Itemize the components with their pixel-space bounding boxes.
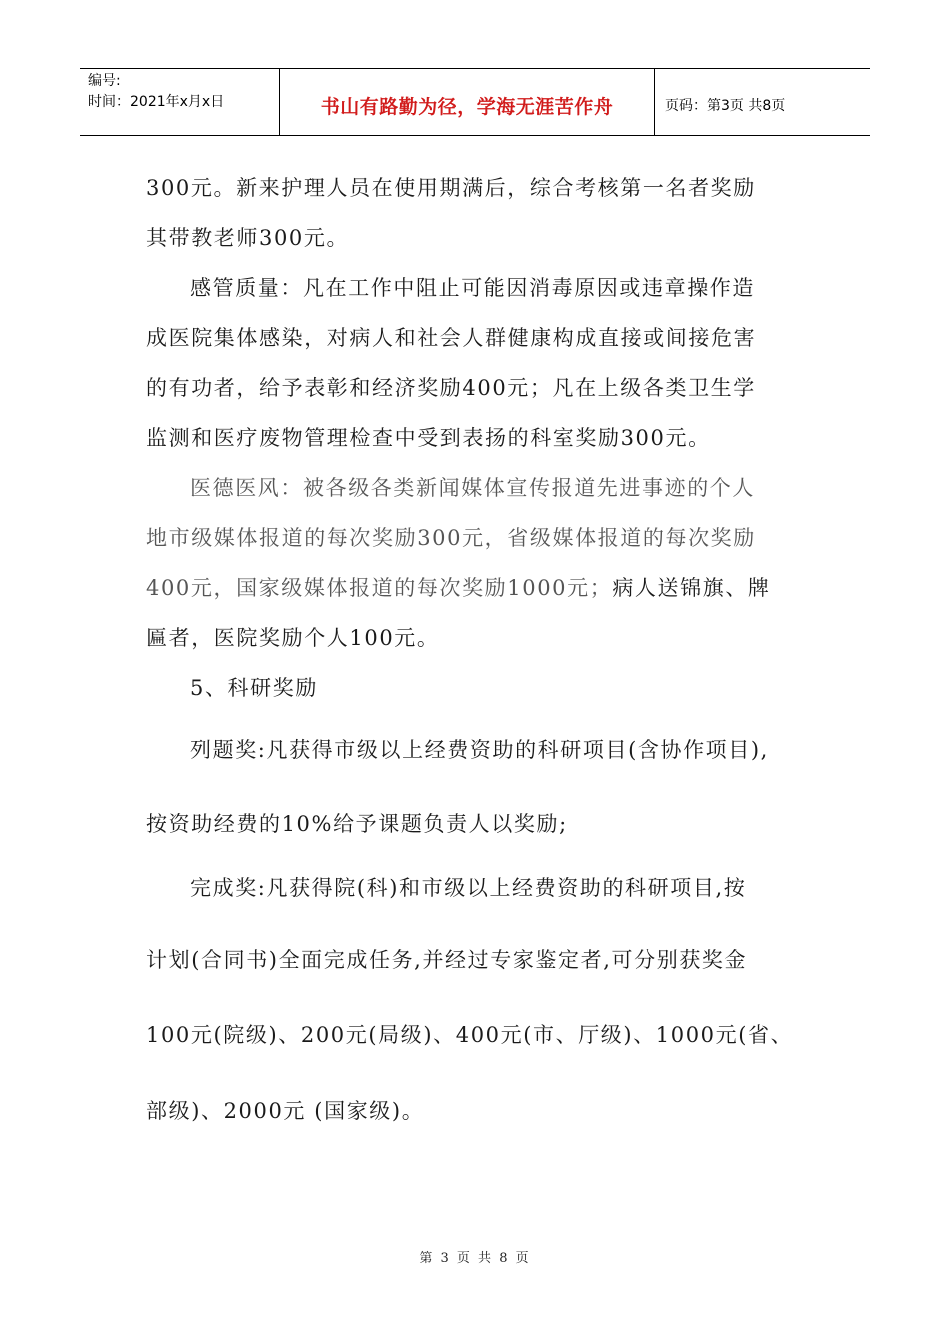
body-line: 成医院集体感染，对病人和社会人群健康构成直接或间接危害 <box>146 326 757 350</box>
body-line: 感管质量：凡在工作中阻止可能因消毒原因或违章操作造 <box>190 276 755 300</box>
header-meta <box>80 69 280 135</box>
body-line: 完成奖:凡获得院(科)和市级以上经费资助的科研项目,按 <box>190 876 747 900</box>
body-line: 100元(院级)、200元(局级)、400元(市、厅级)、1000元(省、 <box>146 1023 794 1047</box>
section-heading: 5、科研奖励 <box>190 676 318 700</box>
body-line: 的有功者，给予表彰和经济奖励400元；凡在上级各类卫生学 <box>146 376 756 400</box>
document-number-label: 编号: <box>88 73 121 89</box>
header-page-info: 页码：第3页 共8页 <box>665 98 786 114</box>
body-line <box>146 572 814 602</box>
body-line: 其带教老师300元。 <box>146 226 350 250</box>
body-line: 部级)、2000元 (国家级)。 <box>146 1099 425 1123</box>
page-header <box>80 68 870 136</box>
body-line: 匾者，医院奖励个人100元。 <box>146 626 440 650</box>
page-footer: 第 3 页 共 8 页 <box>419 1251 531 1266</box>
body-line: 监测和医疗废物管理检查中受到表扬的科室奖励300元。 <box>146 426 711 450</box>
body-line: 地市级媒体报道的每次奖励300元，省级媒体报道的每次奖励 <box>146 526 756 550</box>
document-time-label: 时间：2021年x月x日 <box>88 94 225 110</box>
body-line: 300元。新来护理人员在使用期满后，综合考核第一名者奖励 <box>146 176 756 200</box>
body-line: 计划(合同书)全面完成任务,并经过专家鉴定者,可分别获奖金 <box>146 948 748 972</box>
body-line-segment: 病人送锦旗、牌 <box>612 576 771 600</box>
body-line: 列题奖:凡获得市级以上经费资助的科研项目(含协作项目), <box>190 738 769 762</box>
body-line-segment: 400元，国家级媒体报道的每次奖励1000元； <box>146 576 613 600</box>
body-line: 医德医风：被各级各类新闻媒体宣传报道先进事迹的个人 <box>190 476 755 500</box>
body-line: 按资助经费的10%给予课题负责人以奖励; <box>146 812 568 836</box>
header-motto: 书山有路勤为径，学海无涯苦作舟 <box>280 69 655 135</box>
